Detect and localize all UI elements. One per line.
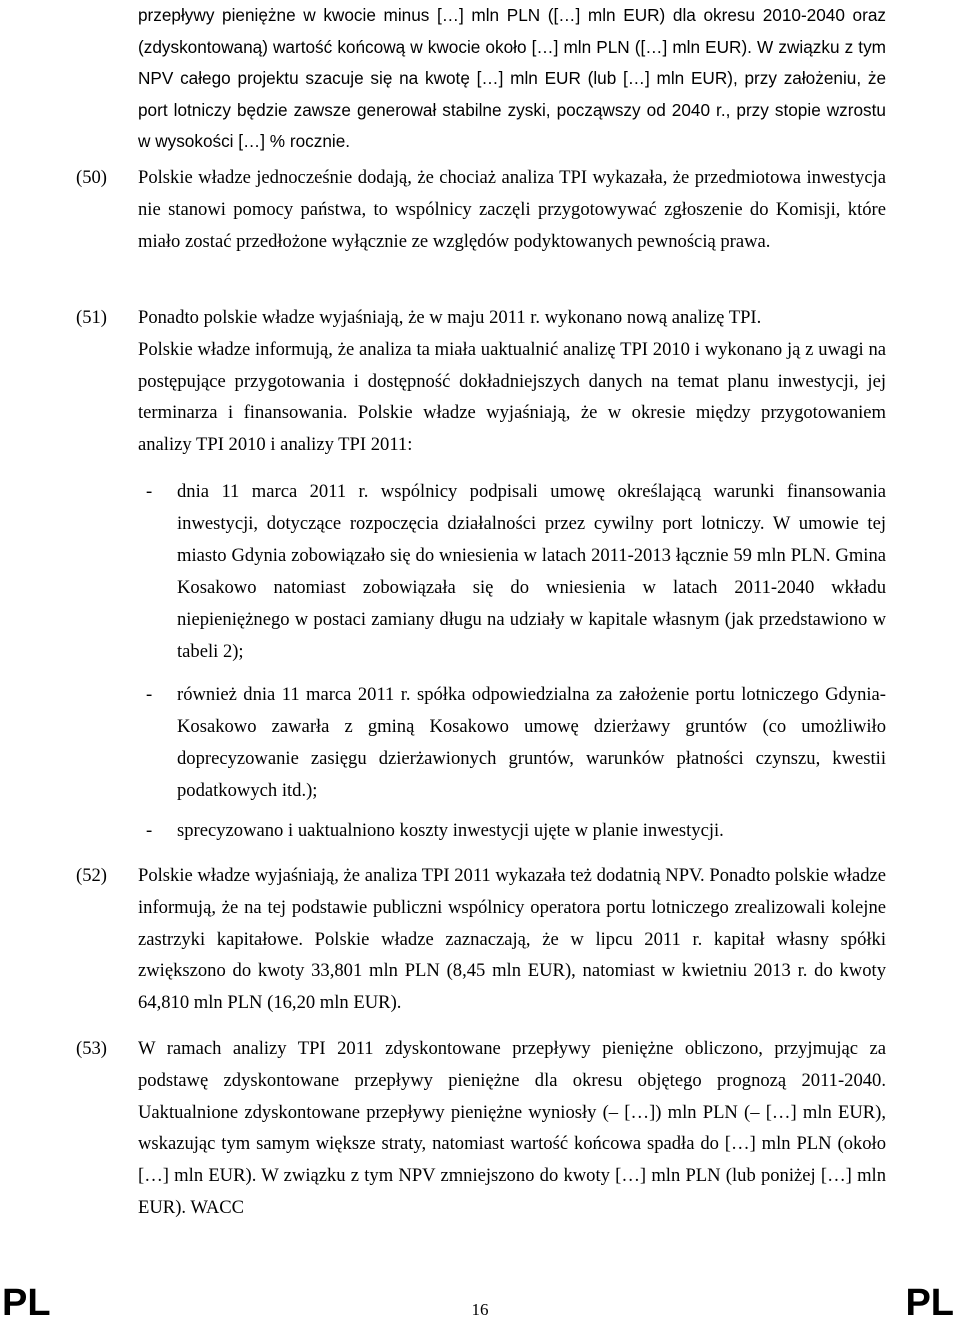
paragraph-body [138,1033,886,1224]
bullet-text: dnia 11 marca 2011 r. wspólnicy podpisali umowę określającą warunki finansowania inwestycji, dotyczące rozpoczęcia działalności przez cywilny port lotniczy. W umowie tej miasto Gdynia zobowiązało się do wniesienia w latach 2011-2013 łącznie 59 mln PLN. Gmina Kosakowo natomiast zobowiązała się do wniesienia w latach 2011-2040 wkładu niepieniężnego w postaci zamiany długu na udziały w kapitale własnym (jak przedstawiono w tabeli 2); [177,481,886,662]
intro-text-a: przepływy pieniężne w kwocie minus […] mln PLN ([…] mln EUR) dla okresu 2010-2040 oraz (zdyskontowaną) wartość końcową w kwocie około […] mln PLN ([…] mln EUR). W związku z tym NPV całego projektu szacuje się na kwotę […] mln EUR (lub […] mln EUR), przy założeniu, że port lotniczy będzie zawsze generował stabilne zyski, począwszy od 2040 r. [138,5,886,120]
paragraph-body [138,162,886,257]
bullet-dash: - [146,820,153,841]
bullet-dash: - [146,684,153,705]
bullet-text: również dnia 11 marca 2011 r. spółka odpowiedzialna za założenie portu lotniczego Gdynia-Kosakowo zawarła z gminą Kosakowo umowę dzierżawy gruntów (co umożliwiło doprecyzowanie zasięgu dzierżawionych gruntów, warunków płatności czynszu, kwestii podatkowych itd.); [177,684,886,801]
bullet-text: sprecyzowano i uaktualniono koszty inwestycji ujęte w planie inwestycji. [177,820,724,841]
paragraph-number: (51) [76,307,107,328]
paragraph-number: (50) [76,167,107,188]
paragraph-number: (52) [76,865,107,886]
bullet-dash: - [146,481,153,502]
paragraph-text: Polskie władze wyjaśniają, że analiza TPI 2011 wykazała też dodatnią NPV. Ponadto polskie władze informują, że na tej podstawie publiczni wspólnicy operatora portu lotniczego zrealizowali kolejne zastrzyki kapitałowe. Polskie władze zaznaczają, że w lipcu 2011 r. kapitał własny spółki zwiększono do kwoty 33,801 mln PLN (8,45 mln EUR), natomiast w kwietniu 2013 r. do kwoty 64,810 mln PLN (16,20 mln EUR). [138,865,886,1014]
footer-language-code-left: PL [2,1282,51,1324]
paragraph-text: Polskie władze jednocześnie dodają, że chociaż analiza TPI wykazała, że przedmiotowa inwestycja nie stanowi pomocy państwa, to wspólnicy zaczęli przygotowywać zgłoszenie do Komisji, które miało zostać przedłożone wyłącznie ze względów podyktowanych pewnością prawa. [138,167,886,252]
intro-text-b: , przy stopie wzrostu w wysokości […] % rocznie. [138,99,886,152]
page-number: 16 [471,1300,489,1319]
paragraph-text: Polskie władze informują, że analiza ta miała uaktualnić analizę TPI 2010 i wykonano ją z uwagi na postępujące przygotowania i dostępność dokładniejszych danych na temat planu inwestycji, jej terminarza i finansowania. Polskie władze wyjaśniają, że w okresie między przygotowaniem analizy TPI 2010 i analizy TPI 2011: [138,338,886,456]
paragraph-body [138,860,886,1019]
paragraph-number: (53) [76,1038,107,1059]
footer-language-code-right: PL [905,1282,954,1324]
paragraph-text: W ramach analizy TPI 2011 zdyskontowane przepływy pieniężne obliczono, przyjmując za podstawę zdyskontowane przepływy pieniężne dla okresu objętego prognozą 2011-2040. Uaktualnione zdyskontowane przepływy pieniężne wyniosły (– […]) mln PLN (– […] mln EUR), wskazując tym samym większe straty, natomiast wartość końcowa spadła do […] mln PLN (około […] mln EUR). W związku z tym NPV zmniejszono do kwoty […] mln PLN (lub poniżej […] mln EUR). WACC [138,1038,886,1218]
paragraph-body [138,302,886,461]
intro-paragraph [138,0,886,158]
paragraph-first-line: Ponadto polskie władze wyjaśniają, że w maju 2011 r. wykonano nową analizę TPI. [138,307,762,328]
